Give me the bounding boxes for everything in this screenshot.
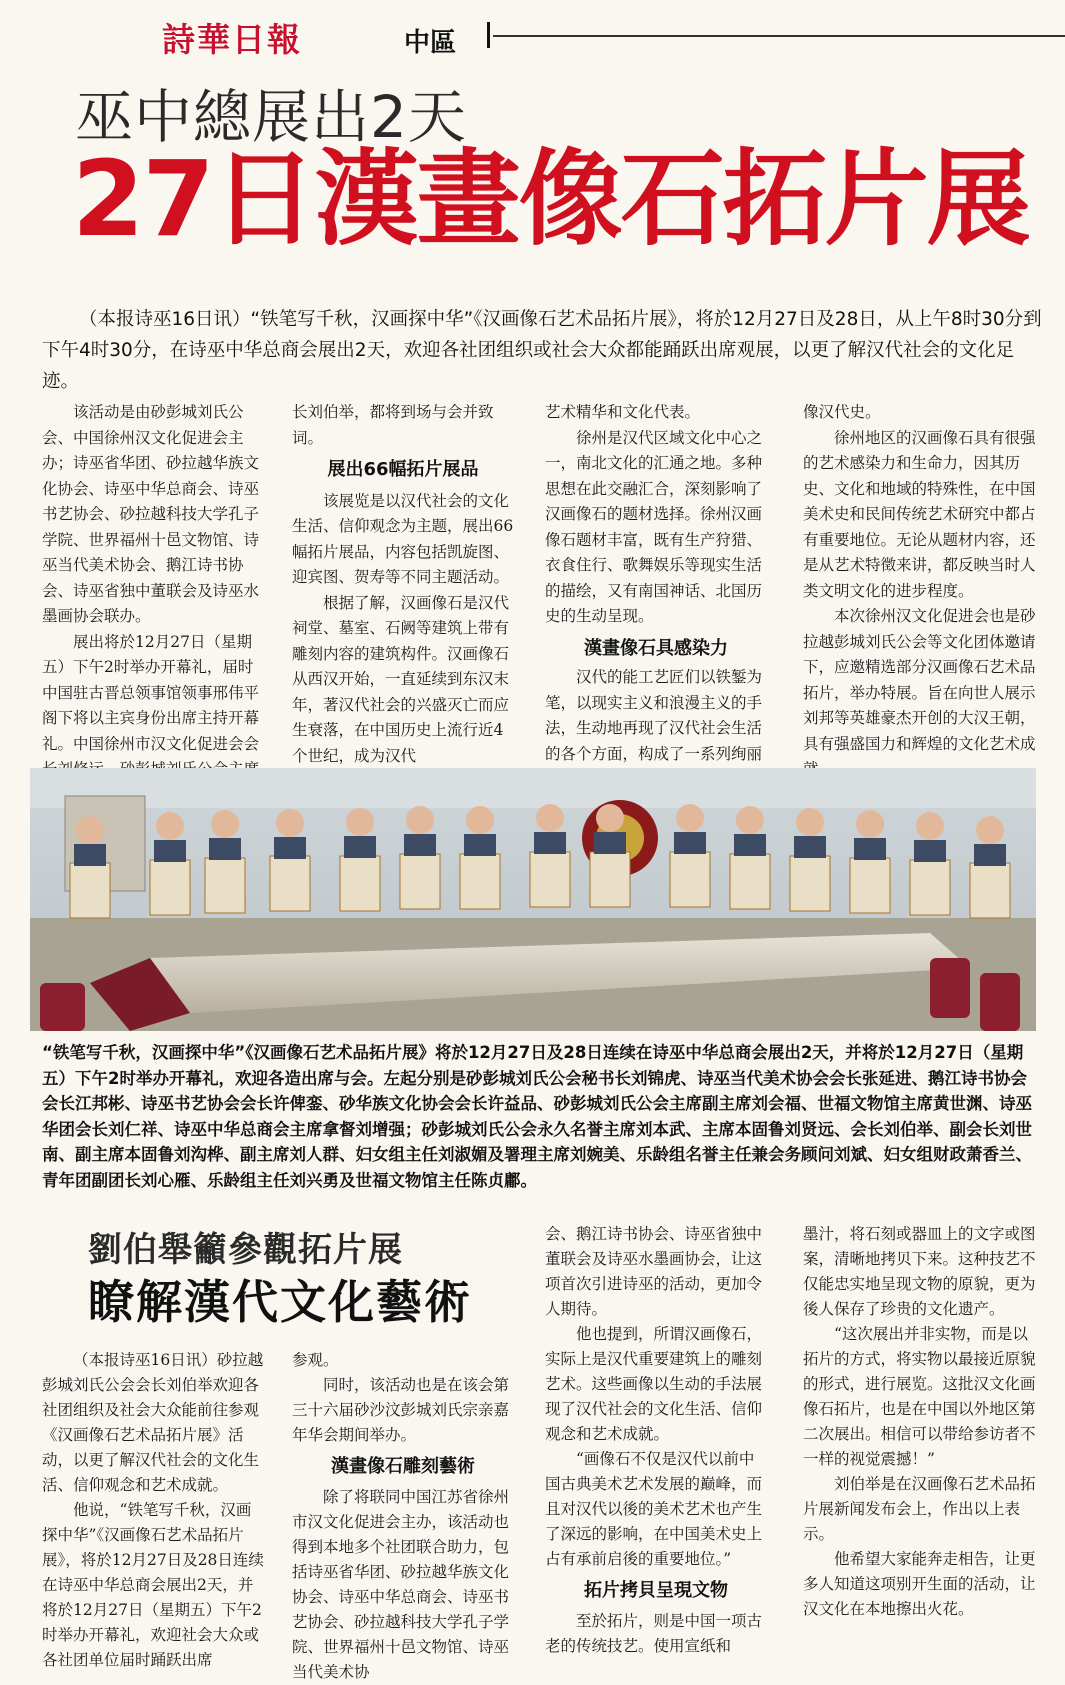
paragraph: 会、鹅江诗书协会、诗巫省独中董联会及诗巫水墨画协会，让这项首次引进诗巫的活动，更加令人期待。: [545, 1225, 763, 1318]
paragraph: 徐州地区的汉画像石具有很强的艺术感染力和生命力，因其历史、文化和地域的特殊性，在中国美术史和民间传统艺术研究中都占有重要地位。无论从题材内容，还是从艺术特徵来讲，都反映当时人类文明文化的进步程度。: [803, 428, 1036, 600]
subheading: 拓片拷貝呈現文物: [584, 1580, 728, 1601]
subheading: 漢畫像石具感染力: [584, 637, 728, 659]
paragraph: 参观。: [292, 1351, 339, 1369]
section-rule: [493, 35, 1065, 37]
paragraph: 墨汁，将石刻或器皿上的文字或图案，清晰地拷贝下来。这种技艺不仅能忠实地呈现文物的原貌，更为後人保存了珍贵的文化遗产。: [803, 1225, 1036, 1318]
photo-caption: “铁笔写千秋，汉画探中华”《汉画像石艺术品拓片展》将於12月27日及28日连续在诗巫中华总商会展出2天，并将於12月27日（星期五）下午2时举办开幕礼，欢迎各造出席与会。左起分别是砂彭城刘氏公会秘书长刘锦虎、诗巫当代美术协会会长张延进、鹅江诗书协会会长江邦彬、诗巫书艺协会会长许俾銮、砂华族文化协会会长许益品、砂彭城刘氏公会主席副主席刘会福、世福文物馆主席黄世渊、诗巫华团会长刘仁祥、诗巫中华总商会主席拿督刘增强；砂彭城刘氏公会永久名誉主席刘本武、主席本固鲁刘贤远、会长刘伯举、副会长刘世南、副主席本固鲁刘沟桦、副主席刘人群、妇女组主任刘淑媚及署理主席刘婉美、乐龄组名誉主任兼会务顾问刘斌、妇女组财政萧香兰、青年团副团长刘心雁、乐龄组主任刘兴勇及世福文物馆主任陈贞鄘。: [42, 1043, 1032, 1190]
main-headline: 27日漢畫像石拓片展: [72, 138, 1029, 260]
paragraph: 至於拓片，则是中国一项古老的传统技艺。使用宣纸和: [545, 1612, 763, 1655]
masthead-logo: 詩華日報: [162, 20, 302, 59]
section-label: 中區: [404, 28, 457, 58]
paragraph: 展出将於12月27日（星期五）下午2时举办开幕礼，届时中国驻古晋总领事馆领事邢伟平阁下将以主宾身份出席主持开幕礼。中国徐州市汉文化促进会会: [42, 632, 260, 753]
section-divider: [487, 22, 490, 48]
paragraph: 徐州是汉代区域文化中心之一，南北文化的汇通之地。多种思想在此交融汇合，深刻影响了汉画像石的题材选择。徐州汉画像石题材丰富，既有生产狩猎、衣食住行、歌舞娱乐等现实生活的描绘，又有南国神话、北国历史的生动呈现。: [545, 428, 763, 625]
paragraph: 长刘伯举，都将到场与会并致词。: [292, 403, 494, 447]
paragraph: （本报诗巫16日讯）砂拉越彭城刘氏公会会长刘伯举欢迎各社团组织及社会大众能前往参观《汉画像石艺术品拓片展》活动，以更了解汉代社会的文化生活、信仰观念和艺术成就。: [42, 1351, 264, 1494]
lede-paragraph: （本报诗巫16日讯）“铁笔写千秋，汉画探中华”《汉画像石艺术品拓片展》，将於12月27日及28日，从上午8时30分到下午4时30分，在诗巫中华总商会展出2天，欢迎各社团组织或社会大众都能踊跃出席观展，以更了解汉代社会的文化足迹。: [42, 309, 1042, 392]
subheading: 漢畫像石雕刻藝術: [331, 1456, 475, 1477]
article1-column-2: [292, 400, 514, 769]
paragraph: 他说，“铁笔写千秋，汉画探中华”《汉画像石艺术品拓片展》，将於12月27日及28日连续在诗巫中华总商会展出2天，并将於12月27日（星期五）下午2时举办开幕礼，欢迎社会大众或各社团单位届时踊跃出席: [42, 1501, 264, 1669]
paragraph: 同时，该活动也是在该会第三十六届砂沙汶彭城刘氏宗亲嘉年华会期间举办。: [292, 1376, 510, 1444]
paragraph: 根据了解，汉画像石是汉代祠堂、墓室、石阙等建筑上带有雕刻内容的建筑构件。汉画像石从西汉开始，一直延续到东汉末年，著汉代社会的兴盛灭亡而应生衰落，在中国历史上流行近4个世纪，成为汉代: [292, 593, 510, 765]
paragraph: “这次展出并非实物，而是以拓片的方式，将实物以最接近原貌的形式，进行展览。这批汉文化画像石拓片，也是在中国以外地区第二次展出。相信可以带给参访者不一样的视觉震撼！”: [803, 1325, 1036, 1468]
paragraph: “画像石不仅是汉代以前中国古典美术艺术发展的巅峰，而且对汉代以後的美术艺术也产生了深远的影响，在中国美术史上占有承前启後的重要地位。”: [545, 1450, 763, 1568]
paragraph: 像汉代史。: [803, 403, 881, 421]
article1-column-4: [803, 400, 1036, 783]
paragraph: 艺术精华和文化代表。: [545, 403, 701, 421]
article1-column-3: [545, 400, 767, 793]
paragraph: 除了将联同中国江苏省徐州市汉文化促进会主办，该活动也得到本地多个社团联合助力，包括诗巫省华团、砂拉越华族文化协会、诗巫中华总商会、诗巫书艺协会、砂拉越科技大学孔子学院、世界福州十邑文物馆、诗巫当代美术协: [292, 1488, 510, 1681]
paragraph: 本次徐州汉文化促进会也是砂拉越彭城刘氏公会等文化团体邀请下，应邀精选部分汉画像石艺术品拓片，举办特展。旨在向世人展示刘邦等英雄豪杰开创的大汉王朝，具有强盛国力和辉煌的文化艺术成: [803, 607, 1036, 753]
news-photo: [30, 768, 1036, 1031]
article2-column-3: [545, 1222, 767, 1659]
paragraph: 汉代的能工艺匠们以铁錾为笔，以现实主义和浪漫主义的手法，生动地再现了汉代社会生活的各个方面，构成了一系列绚丽: [545, 668, 763, 763]
article2-column-1: [42, 1348, 264, 1673]
subheading: 展出66幅拓片展品: [327, 459, 479, 480]
paragraph: 该活动是由砂彭城刘氏公会、中国徐州汉文化促进会主办；诗巫省华团、砂拉越华族文化协会、诗巫中华总商会、诗巫书艺协会、砂拉越科技大学孔子学院、世界福州十邑文物馆、诗巫当代美术协会、鹅江诗书协会、诗巫省独中董联会及诗巫水墨画协会联办。: [42, 403, 260, 625]
kicker-headline: 巫中總展出2天: [75, 83, 467, 151]
sub-headline-2: 瞭解漢代文化藝術: [88, 1275, 472, 1329]
sub-headline-1: 劉伯舉籲參觀拓片展: [88, 1230, 403, 1270]
paragraph: 该展览是以汉代社会的文化生活、信仰观念为主题，展出66幅拓片展品，内容包括凯旋图、迎宾图、贺寿等不同主题活动。: [292, 491, 514, 586]
article2-column-2: [292, 1348, 514, 1685]
article2-column-4: [803, 1222, 1036, 1622]
paragraph: 他也提到，所谓汉画像石，实际上是汉代重要建筑上的雕刻艺术。这些画像以生动的手法展现了汉代社会的文化生活、信仰观念和艺术成就。: [545, 1325, 763, 1443]
paragraph: 刘伯举是在汉画像石艺术品拓片展新闻发布会上，作出以上表示。: [803, 1475, 1036, 1543]
photo-illustration: [30, 768, 1036, 1031]
paragraph: 他希望大家能奔走相告，让更多人知道这项别开生面的活动，让汉文化在本地擦出火花。: [803, 1550, 1036, 1618]
article1-column-1: [42, 400, 264, 808]
